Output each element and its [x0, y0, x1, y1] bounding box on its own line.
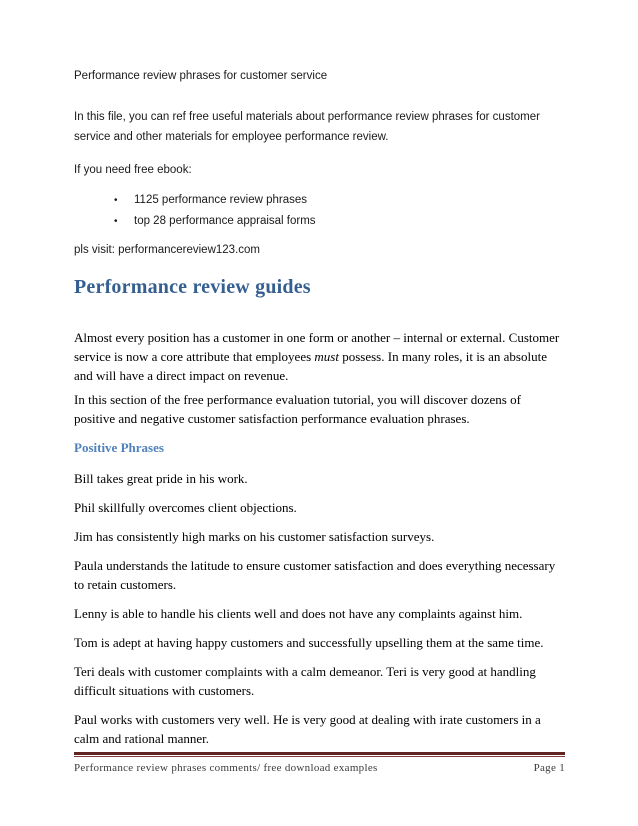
ebook-bullet-list [74, 190, 565, 232]
body-paragraph: In this section of the free performance evaluation tutorial, you will discover dozens of positive and negative customer satisfaction performance evaluation phrases. [74, 392, 521, 426]
subsection-heading: Positive Phrases [74, 440, 164, 455]
paragraph-text: possess. In many roles, it is an absolute and will have a direct impact on revenue. [74, 349, 547, 383]
bullet-icon: • [114, 195, 118, 206]
footer-rule-thick [74, 752, 565, 755]
section-heading: Performance review guides [74, 276, 311, 298]
page-footer [74, 752, 565, 774]
list-item-text: top 28 performance appraisal forms [134, 215, 316, 227]
bullet-icon: • [114, 216, 118, 227]
list-item [114, 190, 565, 211]
phrase-paragraph: Tom is adept at having happy customers and successfully upselling them at the same time. [74, 635, 544, 650]
body-paragraph [74, 328, 565, 385]
phrase-paragraph: Paul works with customers very well. He is very good at dealing with irate customers in a calm and rational manner. [74, 712, 541, 746]
page-number: Page 1 [533, 762, 565, 774]
footer-rule-thin [74, 756, 565, 757]
visit-line: pls visit: performancereview123.com [74, 244, 260, 256]
paragraph-text: Almost every position has a customer in one form or another – internal or external. Customer service is now a core attribute that employees [74, 330, 560, 364]
phrase-paragraph: Lenny is able to handle his clients well and does not have any complaints against him. [74, 606, 523, 621]
phrase-paragraph: Phil skillfully overcomes client objections. [74, 500, 297, 515]
phrase-paragraph: Teri deals with customer complaints with a calm demeanor. Teri is very good at handling difficult situations with customers. [74, 664, 536, 698]
document-content [74, 66, 565, 758]
phrase-paragraph: Bill takes great pride in his work. [74, 471, 248, 486]
phrase-paragraph: Jim has consistently high marks on his customer satisfaction surveys. [74, 529, 435, 544]
phrase-paragraph: Paula understands the latitude to ensure customer satisfaction and does everything necessary to retain customers. [74, 558, 556, 592]
emphasized-word: must [314, 349, 339, 364]
document-title: Performance review phrases for customer service [74, 70, 328, 82]
ebook-prompt: If you need free ebook: [74, 164, 192, 176]
list-item-text: 1125 performance review phrases [134, 194, 308, 206]
intro-paragraph: In this file, you can ref free useful materials about performance review phrases for customer service and other materials for employee performance review. [74, 111, 540, 143]
list-item [114, 211, 565, 232]
footer-text: Performance review phrases comments/ free download examples [74, 762, 378, 774]
